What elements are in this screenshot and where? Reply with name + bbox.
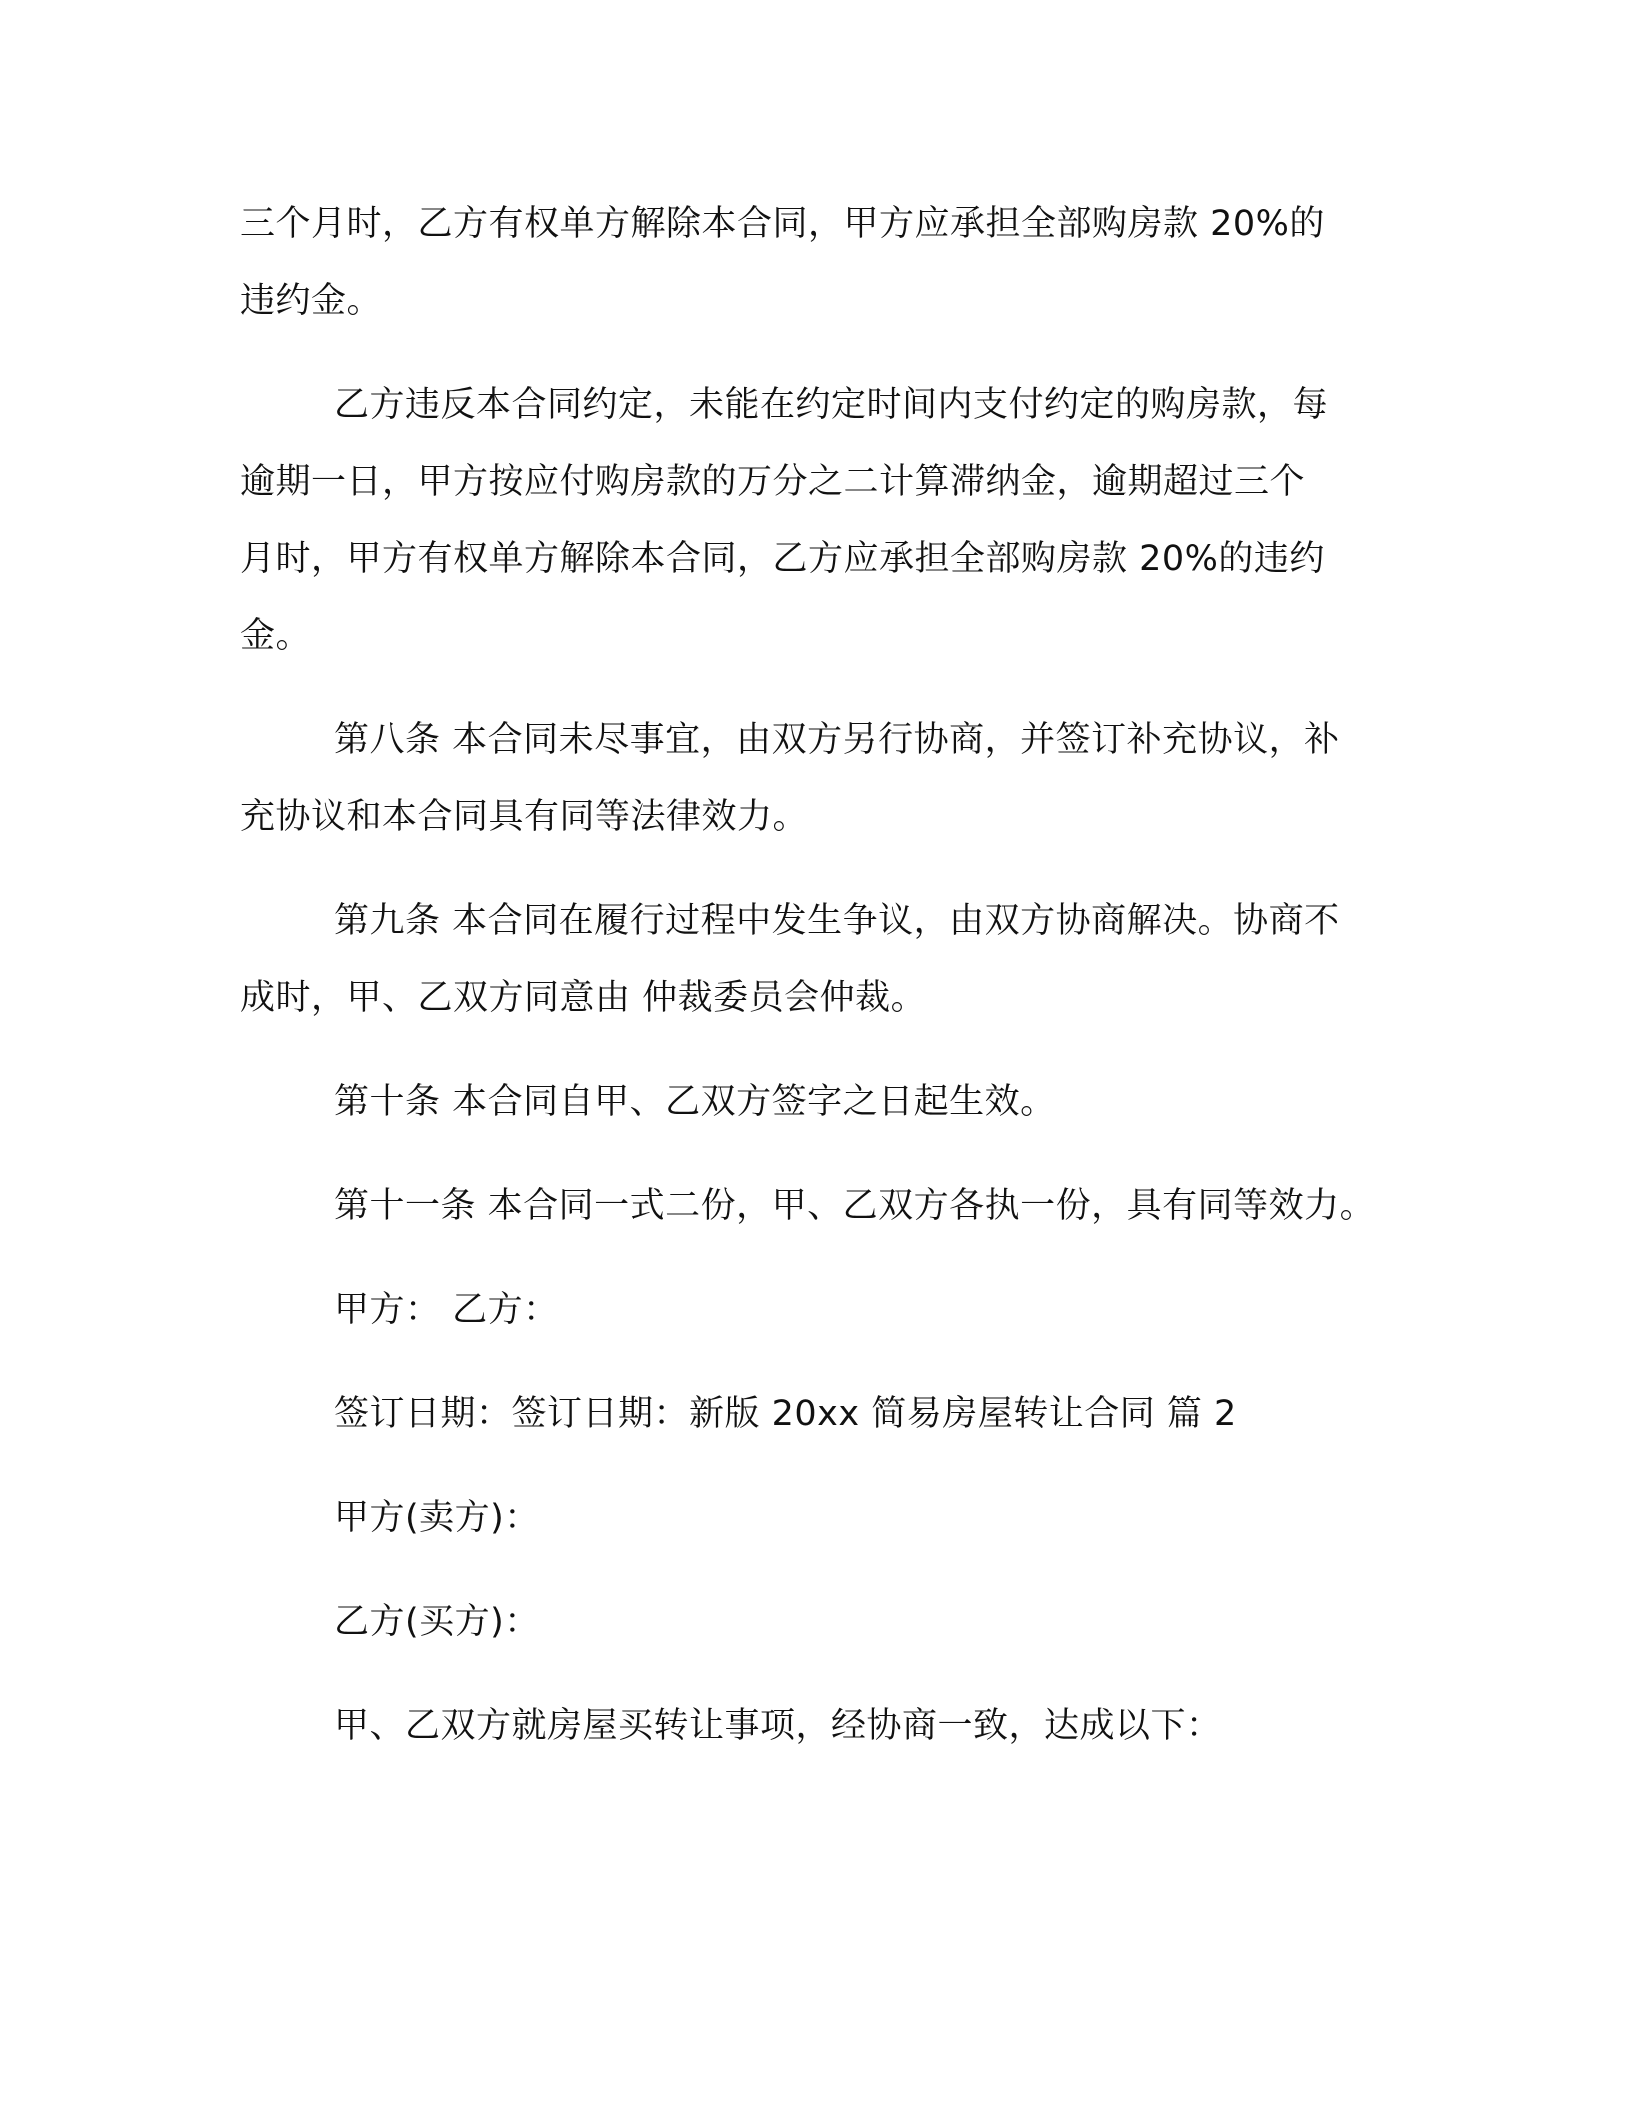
article-11 (240, 1168, 1420, 1245)
text-line: 乙方(买方)： (334, 1602, 540, 1642)
text-line: 签订日期：签订日期：新版 20xx 简易房屋转让合同 篇 2 (334, 1394, 1237, 1434)
signing-date-line (240, 1376, 1420, 1453)
article-10 (240, 1064, 1420, 1141)
text-line: 甲方(卖方)： (334, 1498, 540, 1538)
text-line: 第十一条 本合同一式二份，甲、乙双方各执一份，具有同等效力。 (334, 1186, 1376, 1226)
paragraph-2 (240, 367, 1420, 675)
text-line: 成时，甲、乙双方同意由 仲裁委员会仲裁。 (240, 978, 927, 1018)
text-line: 月时，甲方有权单方解除本合同，乙方应承担全部购房款 20%的违约 (240, 539, 1325, 579)
paragraph-1 (240, 186, 1420, 340)
text-line: 第十条 本合同自甲、乙双方签字之日起生效。 (334, 1082, 1056, 1122)
text-line: 甲方： 乙方： (334, 1290, 559, 1330)
article-8 (240, 702, 1420, 856)
seller-line (240, 1480, 1420, 1557)
text-line: 金。 (240, 616, 312, 656)
text-line: 乙方违反本合同约定，未能在约定时间内支付约定的购房款，每 (334, 385, 1329, 425)
text-line: 第九条 本合同在履行过程中发生争议，由双方协商解决。协商不 (334, 901, 1340, 941)
text-line: 第八条 本合同未尽事宜，由双方另行协商，并签订补充协议，补 (334, 720, 1340, 760)
party-signature-line (240, 1272, 1420, 1349)
document-body (240, 186, 1420, 1792)
text-line: 逾期一日，甲方按应付购房款的万分之二计算滞纳金，逾期超过三个 (240, 462, 1306, 502)
text-line: 三个月时，乙方有权单方解除本合同，甲方应承担全部购房款 20%的 (240, 204, 1325, 244)
agreement-intro (240, 1688, 1420, 1765)
text-line: 甲、乙双方就房屋买转让事项，经协商一致，达成以下： (334, 1706, 1222, 1746)
buyer-line (240, 1584, 1420, 1661)
text-line: 违约金。 (240, 281, 383, 321)
text-line: 充协议和本合同具有同等法律效力。 (240, 797, 809, 837)
article-9 (240, 883, 1420, 1037)
